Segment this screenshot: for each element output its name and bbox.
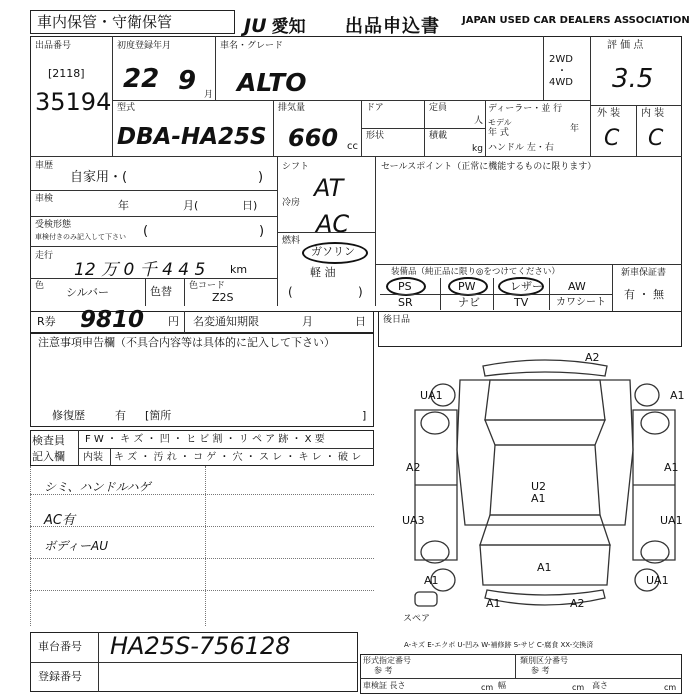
addr-change-label: 名変通知期限 (193, 315, 259, 328)
reception-open: ( (143, 224, 149, 239)
first-reg-year: 22 (123, 64, 160, 94)
fuel-gas: ガソリン (311, 245, 355, 258)
wheel-left-upper (421, 412, 449, 434)
drive-4wd: 4WD (549, 77, 573, 88)
month-unit: 月 (204, 90, 214, 100)
exterior-label: 外 装 (597, 108, 621, 119)
divider (112, 36, 113, 156)
first-reg-month: 9 (178, 66, 197, 96)
shift-label: シフト (282, 162, 310, 172)
class-label: 類別区分番号 (520, 656, 568, 665)
equip-pw: PW (458, 280, 476, 293)
model-label: 車名・グレード (220, 41, 284, 51)
diagram-mark: A1 (486, 597, 501, 610)
reg-label: 登録番号 (38, 670, 82, 683)
equip-sr: SR (398, 296, 413, 309)
rating-value: 3.5 (612, 64, 654, 94)
diagram-mark: A2 (585, 351, 600, 364)
divider (360, 678, 682, 679)
divider (485, 100, 486, 156)
diagram-mark: UA1 (660, 514, 683, 527)
lot-label: 出品番号 (35, 41, 72, 51)
diagram-mark: A1 (531, 492, 546, 505)
divider (30, 466, 31, 626)
note-line (30, 558, 374, 559)
fuel-label: 燃料 (282, 236, 301, 246)
divider (98, 632, 99, 692)
color-code-value: Z2S (212, 291, 234, 304)
divider (273, 100, 274, 156)
color-code-label: 色コード (189, 281, 226, 291)
reception-note: 車検付きのみ記入して下さい (35, 233, 126, 241)
repair-close: ] (362, 409, 367, 422)
divider (215, 36, 216, 100)
sales-points-label: セールスポイント（正常に機能するものに限ります） (381, 162, 597, 172)
shape-label: 形状 (366, 131, 385, 141)
divider (636, 105, 637, 156)
diagram-mark: UA3 (402, 514, 425, 527)
inspector-note1: シミ、ハンドルハゲ (44, 480, 151, 494)
type-label: 型式 (117, 103, 136, 113)
inspection-label: 車検 (35, 194, 54, 204)
divider (30, 246, 277, 247)
shift-value: AT (314, 174, 344, 202)
divider (375, 264, 682, 265)
lot-small: [2118] (48, 67, 85, 80)
inspector-label1: 検査員 (32, 434, 65, 447)
divider (145, 278, 146, 306)
inspection-day: 日) (242, 199, 258, 212)
recycle-label: R券 (37, 315, 56, 328)
divider (30, 278, 277, 279)
mileage-value: 12 万 0 千 4 4 5 (74, 260, 206, 280)
height-label: 高さ (592, 681, 608, 690)
diagram-mark: A1 (424, 574, 439, 587)
note-line (30, 590, 374, 591)
warranty-value: 有 ・ 無 (624, 288, 664, 301)
windshield (485, 420, 605, 445)
recycle-value: 9810 (80, 307, 145, 333)
handle-label: ハンドル 左・右 (488, 143, 554, 153)
diagram-mark: A2 (570, 597, 585, 610)
inspection-year: 年 (118, 199, 129, 212)
form-ref: 参 考 (374, 666, 393, 675)
post-date-box (378, 311, 682, 347)
divider (184, 278, 185, 306)
load-unit: kg (472, 144, 483, 154)
first-reg-label: 初度登録年月 (117, 41, 172, 51)
drive-2wd: 2WD (549, 54, 573, 65)
wheel-right-upper (641, 412, 669, 434)
model-value: ALTO (237, 68, 307, 97)
divider (361, 128, 485, 129)
ju-logo (244, 12, 306, 37)
divider (30, 190, 277, 191)
equip-navi: ナビ (458, 296, 480, 309)
diagram-mark: U2 (531, 480, 547, 493)
color-label: 色 (35, 281, 45, 291)
diagram-mark: UA1 (646, 574, 669, 587)
interior-grade: C (648, 126, 664, 151)
divider (110, 448, 111, 466)
history-label: 車歴 (35, 161, 54, 171)
reception-close: ) (259, 224, 265, 239)
diagram-mark: A1 (664, 461, 679, 474)
equipment-label: 装備品（純正品に限り◎をつけてください） (391, 267, 560, 277)
spare-tire (415, 592, 437, 606)
hood (485, 380, 605, 420)
inspection-month: 月( (183, 199, 199, 212)
height-cm: cm (664, 683, 677, 692)
class-ref: 参 考 (531, 666, 550, 675)
fuel-diesel: 軽 油 (310, 266, 336, 279)
divider (277, 232, 375, 233)
equip-aw: AW (568, 280, 586, 293)
lot-number: 35194 (35, 88, 112, 116)
form-title: 出品申込書 (345, 16, 440, 37)
warranty-label: 新車保証書 (621, 268, 667, 278)
dealer-label: ディーラー・並 行 (488, 104, 563, 114)
inspector-note3: ボディーAU (44, 539, 109, 553)
color-value: シルバー (66, 286, 109, 299)
association-name: JAPAN USED CAR DEALERS ASSOCIATION (462, 15, 690, 26)
size-label: 車検証 長さ (363, 681, 406, 690)
divider (612, 264, 613, 312)
addr-change-day: 日 (355, 315, 366, 328)
divider (78, 448, 374, 449)
repair-value: 有 (115, 409, 126, 422)
history-close: ) (258, 170, 264, 185)
divider (184, 311, 185, 333)
color-change-label: 色替 (150, 285, 172, 298)
divider (380, 294, 612, 295)
diagram-mark: A2 (406, 461, 421, 474)
diagram-mark: A1 (537, 561, 552, 574)
ac-label: 冷房 (282, 198, 301, 208)
repair-part: [箇所 (145, 409, 172, 422)
divider (515, 654, 516, 678)
fuel-close: ) (358, 285, 363, 299)
chassis-label: 車台番号 (38, 640, 82, 653)
model-year-label: モデル (488, 118, 512, 127)
spare-label: スペア (403, 614, 431, 624)
divider (30, 156, 682, 157)
divider (493, 278, 494, 310)
capacity-label: 定員 (429, 103, 448, 113)
capacity-unit: 人 (474, 116, 484, 126)
equip-seat: カワシート (556, 297, 606, 308)
divider (205, 466, 206, 626)
equip-ps: PS (398, 280, 412, 293)
divider (30, 662, 358, 663)
mileage-unit: km (230, 263, 248, 276)
wheel-fr (635, 384, 659, 406)
load-label: 積載 (429, 131, 448, 141)
addr-change-month: 月 (302, 315, 313, 328)
size-cm: cm (481, 683, 494, 692)
ju-logo-text: 愛知 (271, 17, 306, 37)
rear-bumper (485, 590, 605, 605)
width-label: 幅 (498, 681, 506, 690)
ju-logo-mark: JU (244, 15, 267, 37)
rear-window (480, 515, 610, 545)
displacement-label: 排気量 (278, 103, 306, 113)
model-year-label2: 年 式 (488, 128, 509, 138)
type-value: DBA-HA25S (117, 124, 267, 150)
post-date-label: 後日品 (383, 315, 411, 325)
interior-label: 内 装 (641, 108, 665, 119)
reception-label: 受検形態 (35, 220, 72, 230)
divider (549, 278, 550, 310)
notes-title: 注意事項申告欄（不具合内容等は具体的に記入して下さい） (38, 336, 335, 349)
chassis-value: HA25S-756128 (110, 632, 291, 660)
divider (375, 156, 376, 306)
rating-label: 評 価 点 (607, 40, 644, 51)
equip-tv: TV (514, 296, 529, 309)
divider (590, 36, 591, 156)
note-line (30, 526, 374, 527)
equip-leather: レザー (510, 280, 543, 293)
inspector-line1: F W ・ キ ズ ・ 凹 ・ ヒ ビ 割 ・ リ ペ ア 跡 ・ X 要 (85, 434, 325, 445)
divider (277, 156, 278, 306)
inspector-line2: キ ズ ・ 汚 れ ・ コ ゲ ・ 穴 ・ ス レ ・ キ レ ・ 破 レ (114, 452, 362, 463)
mileage-label: 走行 (35, 251, 54, 261)
displacement-value: 660 (288, 124, 339, 152)
width-cm: cm (572, 683, 585, 692)
diagram-mark: UA1 (420, 389, 443, 402)
diagram-mark: A1 (670, 389, 685, 402)
divider (543, 36, 544, 100)
fuel-open: ( (288, 285, 293, 299)
damage-legend: A-キズ E-エクボ U-凹み W-補修跡 S-サビ C-腐食 XX-交換済 (404, 641, 594, 649)
divider (440, 278, 441, 310)
history-value: 自家用・( (70, 170, 128, 185)
exterior-grade: C (604, 126, 620, 151)
inspector-line2-prefix: 内装 (83, 452, 103, 463)
recycle-unit: 円 (168, 315, 179, 328)
section-title: 車内保管・守衛保管 (37, 13, 173, 31)
form-label: 形式指定番号 (363, 656, 411, 665)
inspector-note2: AC有 (44, 513, 75, 528)
inspector-label2: 記入欄 (32, 450, 65, 463)
section-title-box (30, 10, 235, 34)
door-label: ドア (366, 103, 384, 113)
drive-sep: ・ (557, 66, 567, 77)
ac-value: AC (316, 210, 350, 238)
divider (112, 100, 590, 101)
year-unit: 年 (570, 124, 580, 134)
divider (30, 216, 277, 217)
displacement-unit: cc (347, 141, 358, 152)
repair-label: 修復歴 (52, 409, 85, 422)
